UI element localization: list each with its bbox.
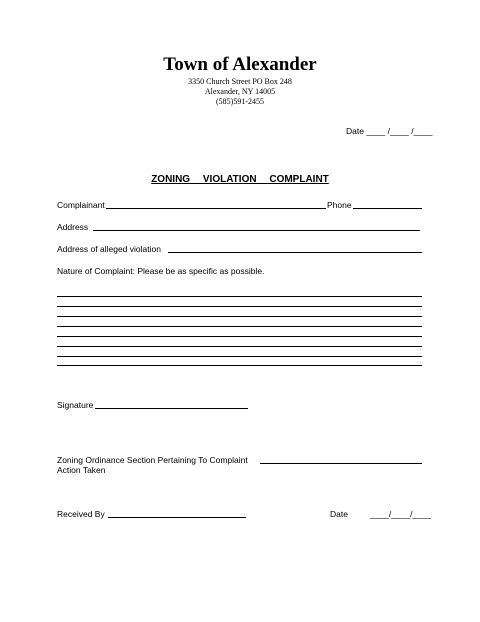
address-line-1: 3350 Church Street PO Box 248 xyxy=(188,77,292,86)
signature-field[interactable] xyxy=(95,408,248,409)
violation-address-field[interactable] xyxy=(168,252,422,253)
received-by-label: Received By xyxy=(57,509,105,519)
complainant-label: Complainant xyxy=(57,200,105,210)
signature-label: Signature xyxy=(57,400,94,410)
nature-line-2[interactable] xyxy=(57,306,422,307)
received-by-field[interactable] xyxy=(108,517,246,518)
complainant-field[interactable] xyxy=(106,208,326,209)
nature-label: Nature of Complaint: Please be as specific as possible. xyxy=(57,266,265,276)
nature-line-5[interactable] xyxy=(57,336,422,337)
nature-line-6[interactable] xyxy=(57,346,422,347)
phone-field[interactable] xyxy=(353,208,422,209)
bottom-date-label: Date xyxy=(330,509,348,519)
bottom-date-field[interactable]: ____/____/____ xyxy=(370,509,432,519)
nature-line-1[interactable] xyxy=(57,296,422,297)
address-line-2: Alexander, NY 14005 xyxy=(204,87,276,96)
address-label: Address xyxy=(57,222,89,232)
town-phone: (585)591-2455 xyxy=(216,97,264,106)
phone-label: Phone xyxy=(327,200,352,210)
ordinance-label: Zoning Ordinance Section Pertaining To Complaint xyxy=(57,455,248,465)
nature-line-4[interactable] xyxy=(57,326,422,327)
form-title: ZONING VIOLATION COMPLAINT xyxy=(151,174,329,185)
nature-line-8[interactable] xyxy=(57,365,422,366)
address-field[interactable] xyxy=(93,230,420,231)
nature-line-7[interactable] xyxy=(57,356,422,357)
top-date: Date ____ /____ /____ xyxy=(346,126,433,136)
town-title: Town of Alexander xyxy=(163,54,317,75)
violation-address-label: Address of alleged violation xyxy=(57,244,161,254)
ordinance-field[interactable] xyxy=(260,463,422,464)
action-taken-label: Action Taken xyxy=(57,465,106,475)
nature-line-3[interactable] xyxy=(57,316,422,317)
